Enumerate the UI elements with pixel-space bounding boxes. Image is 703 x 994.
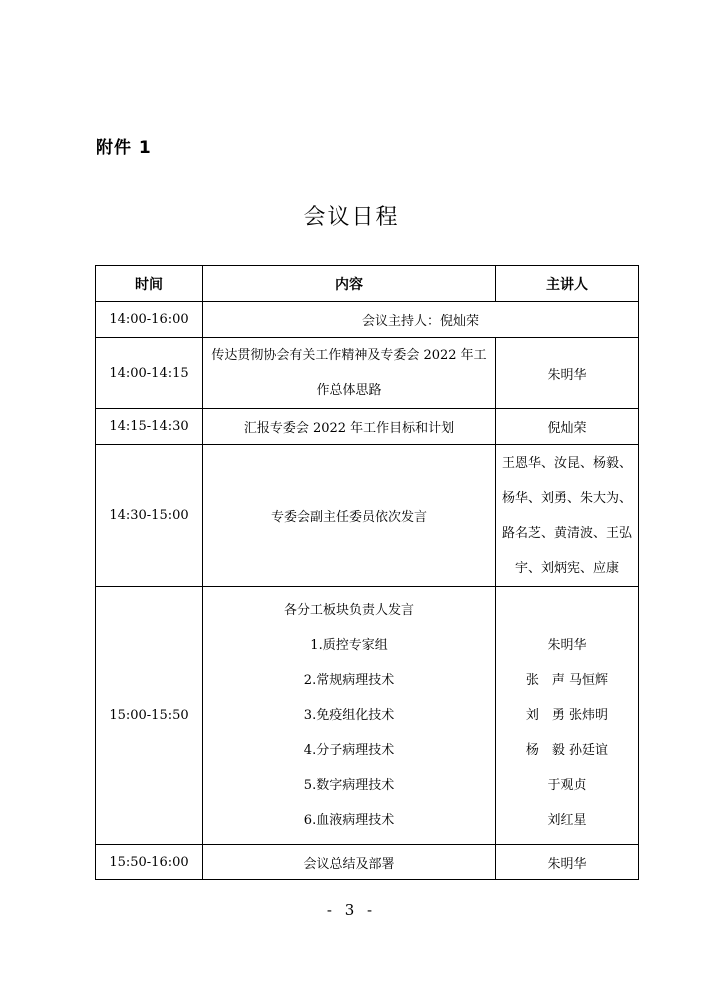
table-header-row: [96, 266, 639, 302]
speaker-line: 于观贞: [547, 778, 587, 793]
table-row: [96, 845, 639, 880]
content-line: 4.分子病理技术: [303, 743, 395, 758]
table-row: [96, 587, 639, 845]
row-content-list: [203, 587, 496, 845]
row-speaker: 倪灿荣: [496, 409, 639, 445]
row-time: 14:30-15:00: [96, 445, 203, 587]
table-row: [96, 338, 639, 409]
content-line: 各分工板块负责人发言: [283, 603, 414, 618]
page-title: 会议日程: [303, 205, 400, 230]
speaker-line: 王恩华、汝昆、杨毅、: [501, 455, 632, 471]
row-time: 15:50-16:00: [96, 845, 203, 880]
speaker-line: 刘红星: [547, 813, 587, 828]
schedule-table: [95, 265, 639, 880]
header-speaker: 主讲人: [496, 266, 639, 302]
speaker-line: [496, 593, 638, 628]
row-time: 15:00-15:50: [96, 587, 203, 845]
row-speaker: 朱明华: [496, 845, 639, 880]
row-time: 14:00-14:15: [96, 338, 203, 409]
row-content: 会议总结及部署: [203, 845, 496, 880]
speaker-line: 杨华、刘勇、朱大为、: [501, 490, 632, 506]
speaker-line: 张 声 马恒辉: [525, 673, 609, 688]
row-speaker: 朱明华: [496, 338, 639, 409]
content-line: 5.数字病理技术: [303, 778, 395, 793]
row-host: 会议主持人：倪灿荣: [203, 302, 639, 338]
speaker-line: 杨 毅 孙廷谊: [525, 743, 609, 758]
row-speaker-list: [496, 445, 639, 587]
table-row: [96, 445, 639, 587]
header-content: 内容: [203, 266, 496, 302]
speaker-line: 朱明华: [547, 638, 587, 653]
page-number: - 3 -: [326, 901, 377, 919]
content-line: 2.常规病理技术: [303, 673, 395, 688]
content-line: 1.质控专家组: [310, 638, 388, 653]
row-speaker-list: [496, 587, 639, 845]
row-time: 14:15-14:30: [96, 409, 203, 445]
row-content: 专委会副主任委员依次发言: [203, 445, 496, 587]
row-time: 14:00-16:00: [96, 302, 203, 338]
table-row: [96, 302, 639, 338]
row-content: 汇报专委会 2022 年工作目标和计划: [203, 409, 496, 445]
speaker-line: 路名芝、黄清波、王弘: [501, 525, 632, 541]
row-content: 传达贯彻协会有关工作精神及专委会 2022 年工作总体思路: [203, 338, 496, 409]
speaker-line: 宇、刘炳宪、应康: [514, 560, 619, 576]
table-row: [96, 409, 639, 445]
header-time: 时间: [96, 266, 203, 302]
speaker-line: 刘 勇 张炜明: [525, 708, 609, 723]
content-line: 3.免疫组化技术: [303, 708, 395, 723]
content-line: 6.血液病理技术: [303, 813, 395, 828]
attachment-label: 附件 1: [96, 138, 152, 158]
